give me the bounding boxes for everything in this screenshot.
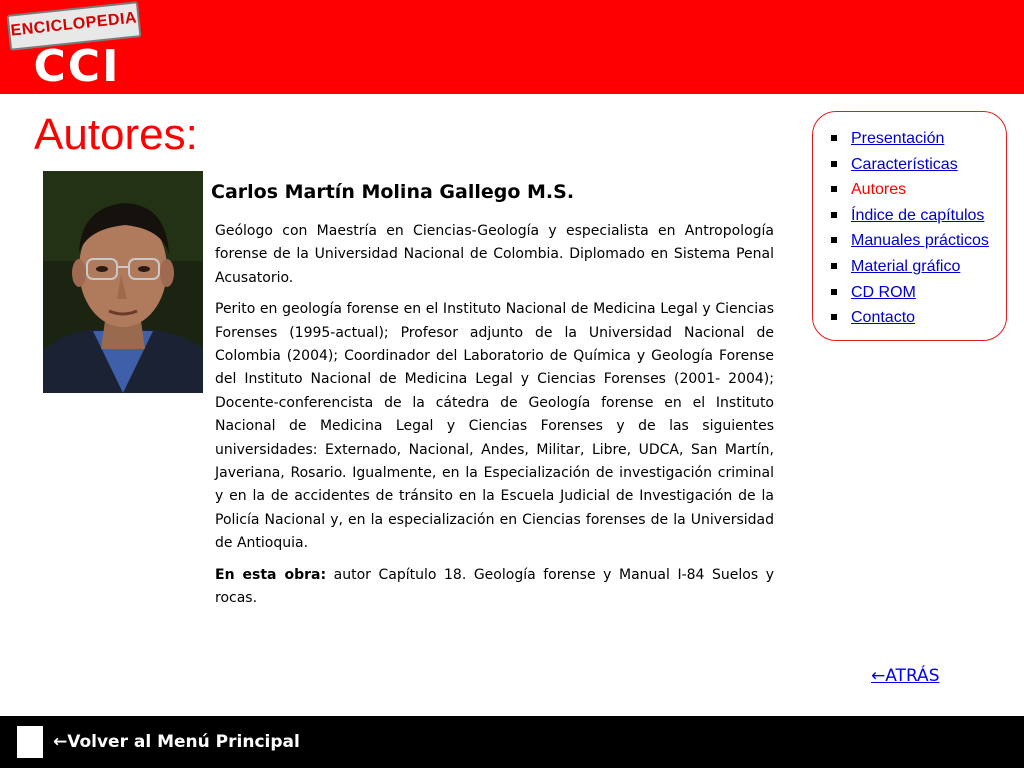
header-bar: [0, 0, 1024, 94]
author-bio: [215, 220, 774, 619]
work-text: autor Capítulo 18. Geología forense y Manual I-84 Suelos y rocas.: [215, 566, 774, 607]
footer-bar: [0, 716, 1024, 768]
bio-paragraph: Perito en geología forense en el Instituto Nacional de Medicina Legal y Ciencias Forenses (1995-actual); Profesor adjunto de la Universidad Nacional de Colombia (2004); Coordinador del Laboratorio de Química y Geología Forense del Instituto Nacional de Medicina Legal y Ciencias Forenses (2001- 2004); Docente-conferencista de la cátedra de Geología forense en el Instituto Nacional de Medicina Legal y Ciencias Forenses y de las siguientes universidades: Externado, Nacional, Andes, Militar, Libre, UDCA, San Martín, Javeriana, Rosario. Igualmente, en la Especialización de investigación criminal y en la de accidentes de tránsito en la Escuela Judicial de Investigación de la Policía Nacional y, en la especialización en Ciencias forenses de la Universidad de Antioquia.: [215, 301, 774, 552]
logo-top-text: ENCICLOPEDIA: [9, 9, 138, 40]
nav-item-autores: [831, 177, 989, 203]
nav-link-indice[interactable]: Índice de capítulos: [851, 206, 985, 224]
nav-item-presentacion: [831, 126, 989, 152]
work-paragraph: [215, 564, 774, 611]
bullet-icon: [831, 314, 837, 320]
nav-link-material[interactable]: Material gráfico: [851, 257, 961, 275]
bullet-icon: [831, 186, 837, 192]
nav-item-caracteristicas: [831, 152, 989, 178]
nav-item-indice: [831, 203, 989, 229]
nav-link-contacto[interactable]: Contacto: [851, 309, 916, 327]
bullet-icon: [831, 263, 837, 269]
author-name: Carlos Martín Molina Gallego M.S.: [211, 181, 575, 203]
nav-list: [831, 126, 989, 331]
bullet-icon: [831, 289, 837, 295]
logo-bottom-text: CCI: [33, 41, 121, 92]
nav-current-autores: Autores: [851, 181, 907, 199]
main-menu-link[interactable]: ←Volver al Menú Principal: [53, 732, 300, 752]
author-photo: [43, 171, 203, 393]
nav-link-caracteristicas[interactable]: Características: [851, 155, 958, 173]
enciclopedia-cci-logo[interactable]: [8, 8, 144, 92]
page-title: Autores:: [34, 110, 198, 159]
nav-item-manuales: [831, 228, 989, 254]
nav-item-material: [831, 254, 989, 280]
back-link[interactable]: ←ATRÁS: [871, 666, 940, 686]
bullet-icon: [831, 161, 837, 167]
side-navigation: [812, 111, 1007, 341]
bullet-icon: [831, 237, 837, 243]
nav-item-cdrom: [831, 280, 989, 306]
bullet-icon: [831, 212, 837, 218]
footer-square-icon: [17, 726, 43, 758]
nav-link-cdrom[interactable]: CD ROM: [851, 283, 916, 301]
nav-link-presentacion[interactable]: Presentación: [851, 130, 945, 147]
nav-link-manuales[interactable]: Manuales prácticos: [851, 232, 989, 250]
bio-paragraph: Geólogo con Maestría en Ciencias-Geología y especialista en Antropología forense de la Universidad Nacional de Colombia. Diplomado en Sistema Penal Acusatorio.: [215, 223, 774, 286]
work-label: En esta obra:: [215, 566, 327, 583]
nav-item-contacto: [831, 305, 989, 331]
bullet-icon: [831, 135, 837, 141]
author-portrait-image: [43, 171, 203, 393]
